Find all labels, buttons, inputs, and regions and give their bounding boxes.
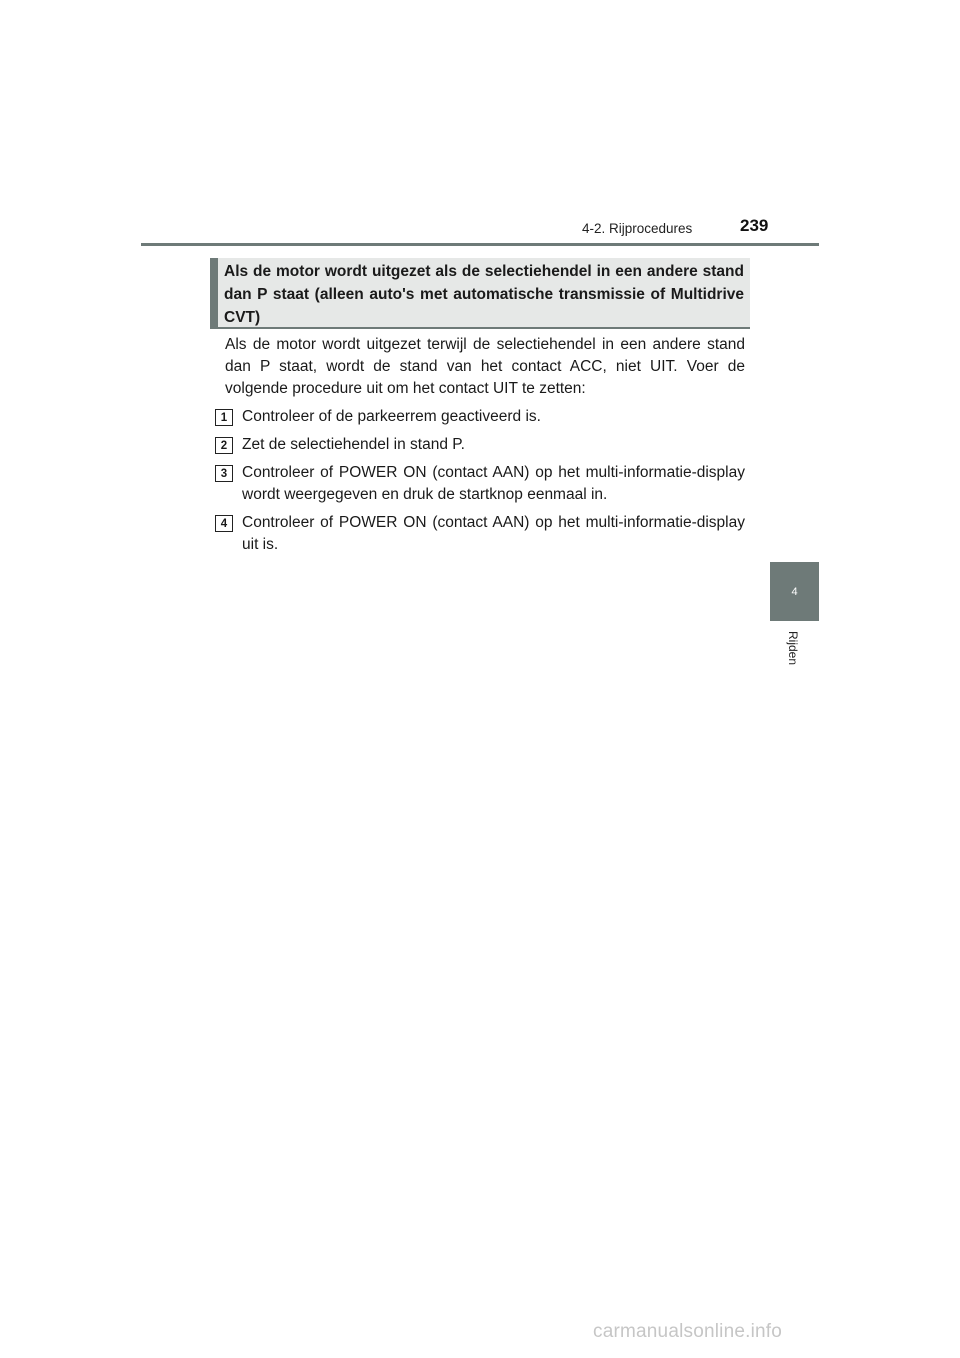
chapter-tab-number: 4 xyxy=(791,585,798,598)
step-number-badge: 4 xyxy=(215,515,233,532)
step-text: Controleer of de parkeerrem geactiveerd is. xyxy=(242,408,541,425)
watermark: carmanualsonline.info xyxy=(593,1321,783,1342)
step-number-badge: 1 xyxy=(215,409,233,426)
header-rule xyxy=(141,243,819,246)
section-title-bar xyxy=(210,258,218,327)
step-text: Zet de selectiehendel in stand P. xyxy=(242,436,465,453)
step-text: Controleer of POWER ON (contact AAN) op het multi-informatie-display wordt weergegeven en druk de startknop eenmaal in. xyxy=(242,464,745,503)
section-title: Als de motor wordt uitgezet als de selectiehendel in een andere stand dan P staat (alleen auto's met automatische transmissie of Multidrive CVT) xyxy=(224,263,744,326)
section-intro: Als de motor wordt uitgezet terwijl de selectiehendel in een andere stand dan P staat, wordt de stand van het contact ACC, niet UIT. Voer de volgende procedure uit om het contact UIT te zetten: xyxy=(225,336,745,397)
section-title-box xyxy=(210,258,750,329)
step-number-badge: 3 xyxy=(215,465,233,482)
chapter-tab-label: Rijden xyxy=(786,631,800,666)
chapter-tab xyxy=(770,562,819,621)
header-section-label: 4-2. Rijprocedures xyxy=(582,221,693,236)
page-number: 239 xyxy=(740,216,769,235)
step-text: Controleer of POWER ON (contact AAN) op het multi-informatie-display uit is. xyxy=(242,514,745,553)
step-number-badge: 2 xyxy=(215,437,233,454)
